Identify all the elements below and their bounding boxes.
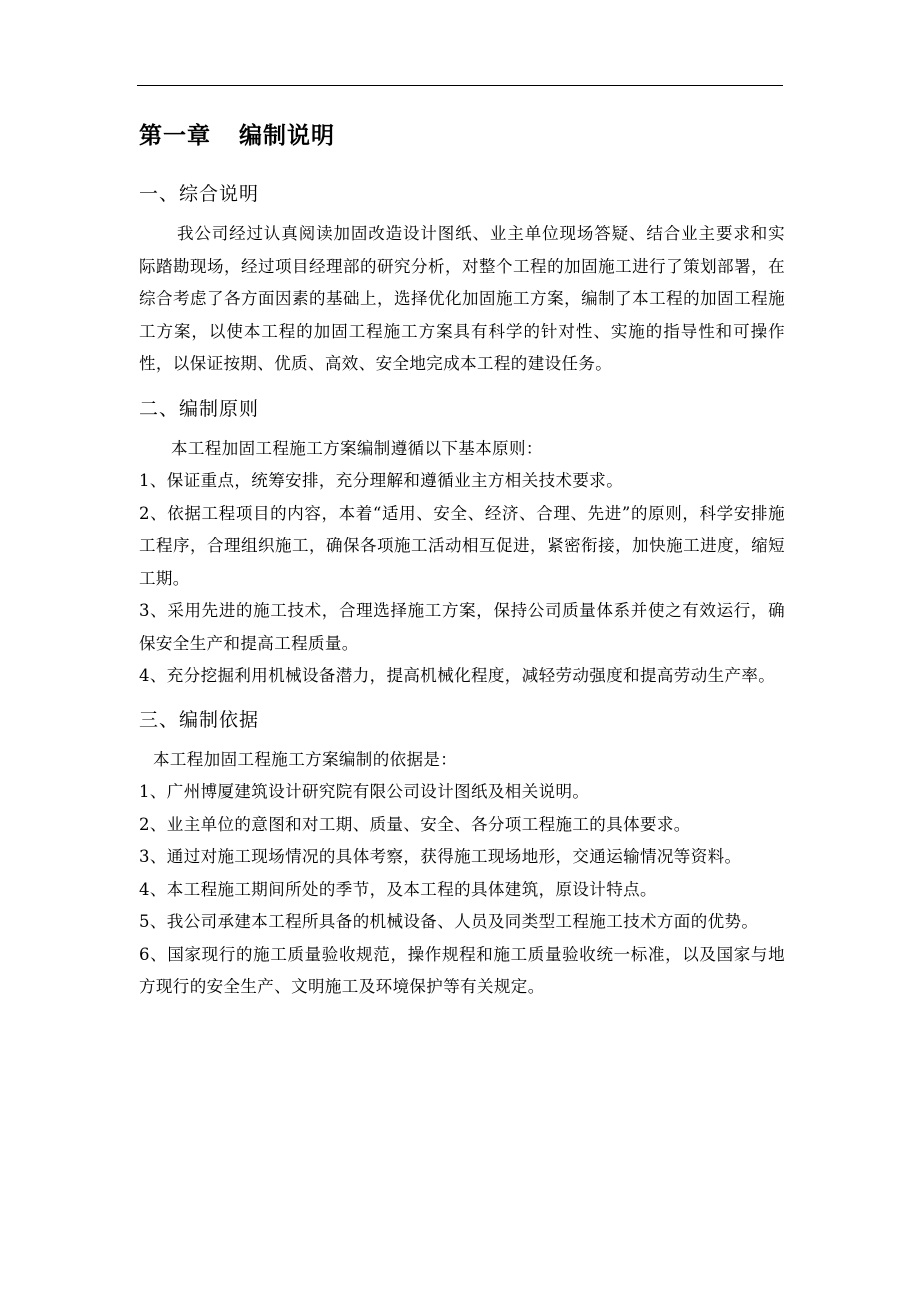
chapter-name: 编制说明 (239, 122, 335, 149)
chapter-title (139, 118, 785, 154)
section-heading-principles: 二、编制原则 (139, 397, 260, 420)
section-heading-basis: 三、编制依据 (139, 708, 260, 731)
basis-item-4: 4、本工程施工期间所处的季节，及本工程的具体建筑，原设计特点。 (139, 879, 657, 899)
principle-item-3: 3、采用先进的施工技术，合理选择施工方案，保持公司质量体系并使之有效运行，确保安全生产和提高工程质量。 (139, 601, 785, 653)
principle-item-1: 1、保证重点，统筹安排，充分理解和遵循业主方相关技术要求。 (139, 471, 624, 490)
basis-item-5: 5、我公司承建本工程所具备的机械设备、人员及同类型工程施工技术方面的优势。 (139, 912, 759, 931)
section-principles-intro: 本工程加固工程施工方案编制遵循以下基本原则： (171, 438, 543, 458)
section-heading-general: 一、综合说明 (139, 183, 260, 205)
principle-item-4: 4、充分挖掘利用机械设备潜力，提高机械化程度，减轻劳动强度和提高劳动生产率。 (139, 666, 776, 685)
chapter-number: 第一章 (139, 122, 211, 149)
basis-item-1: 1、广州博厦建筑设计研究院有限公司设计图纸及相关说明。 (139, 782, 590, 801)
basis-item-2: 2、业主单位的意图和对工期、质量、安全、各分项工程施工的具体要求。 (139, 814, 691, 834)
section-general-paragraph: 我公司经过认真阅读加固改造设计图纸、业主单位现场答疑、结合业主要求和实际踏勘现场，经过项目经理部的研究分析，对整个工程的加固施工进行了策划部署，在综合考虑了各方面因素的基础上，选择优化加固施工方案，编制了本工程的加固工程施工方案，以使本工程的加固工程施工方案具有科学的针对性、实施的指导性和可操作性，以保证按期、优质、高效、安全地完成本工程的建设任务。 (139, 224, 785, 373)
basis-item-6: 6、国家现行的施工质量验收规范，操作规程和施工质量验收统一标准，以及国家与地方现行的安全生产、文明施工及环境保护等有关规定。 (139, 944, 785, 996)
basis-item-3: 3、通过对施工现场情况的具体考察，获得施工现场地形，交通运输情况等资料。 (139, 847, 742, 866)
principle-item-2: 2、依据工程项目的内容，本着“适用、安全、经济、合理、先进”的原则，科学安排施工程序，合理组织施工，确保各项施工活动相互促进，紧密衔接，加快施工进度，缩短工期。 (139, 503, 785, 588)
document-body (139, 118, 785, 1004)
header-rule (137, 85, 783, 86)
section-basis-intro: 本工程加固工程施工方案编制的依据是： (153, 749, 458, 769)
